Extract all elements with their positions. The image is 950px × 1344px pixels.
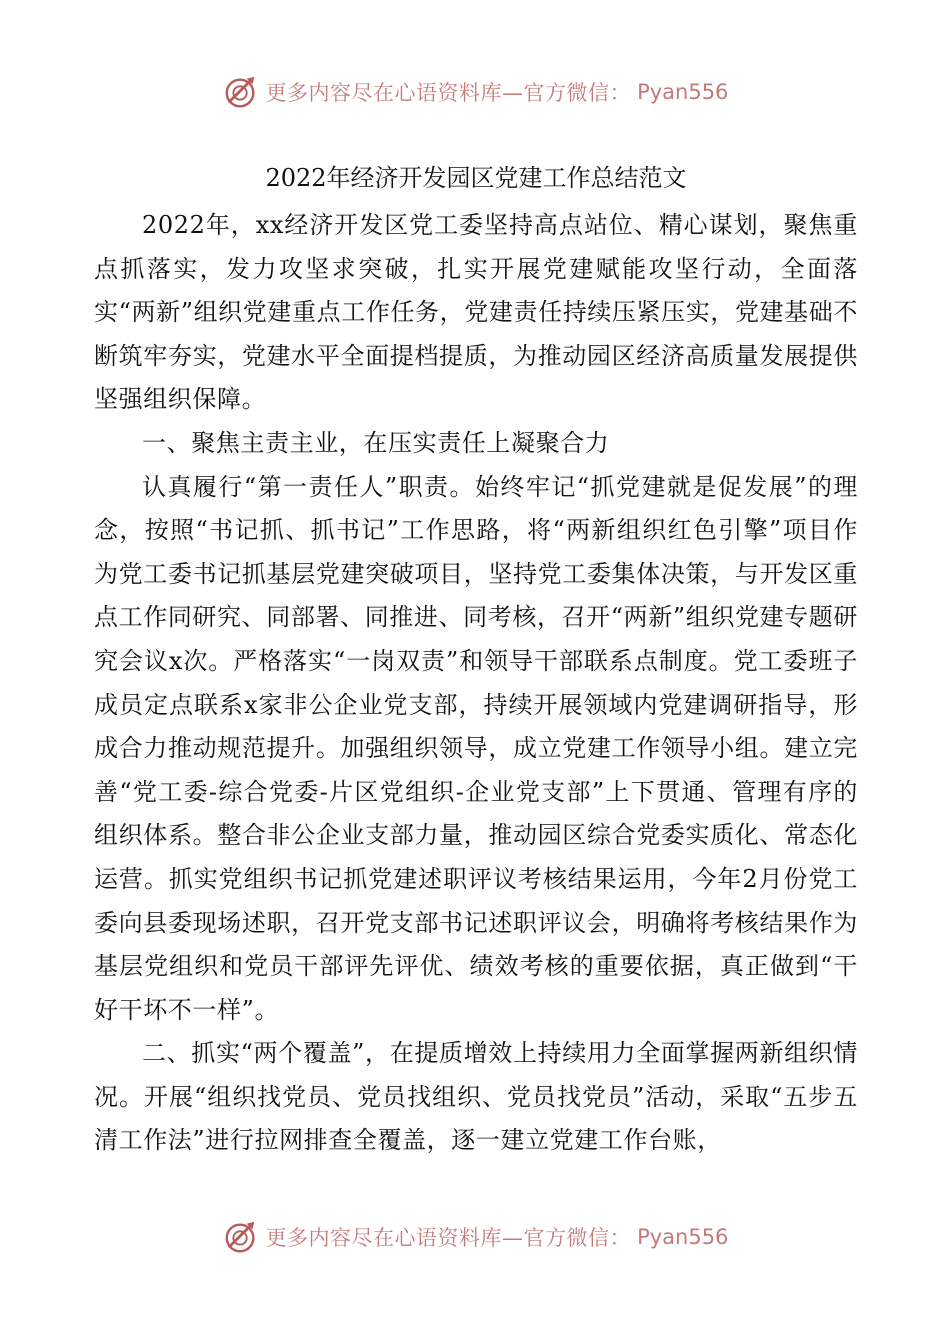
paragraph-section-2: 二、抓实“两个覆盖”，在提质增效上持续用力全面掌握两新组织情况。开展“组织找党员、党员找组织、党员找党员”活动，采取“五步五清工作法”进行拉网排查全覆盖，逐一建立党建工作台账，: [94, 1039, 858, 1155]
logo-icon: [222, 1218, 260, 1256]
document-body: [94, 156, 858, 1163]
header-watermark-banner: [0, 70, 950, 114]
banner-contact: Pyan556: [637, 80, 729, 104]
section-heading-1: 一、聚焦主责主业，在压实责任上凝聚合力: [142, 428, 610, 457]
paragraph-intro: 2022年，xx经济开发区党工委坚持高点站位、精心谋划，聚焦重点抓落实，发力攻坚求突破，扎实开展党建赋能攻坚行动，全面落实“两新”组织党建重点工作任务，党建责任持续压紧压实，党建基础不断筑牢夯实，党建水平全面提档提质，为推动园区经济高质量发展提供坚强组织保障。: [94, 211, 858, 414]
banner-contact: Pyan556: [637, 1225, 729, 1249]
document-title: 2022年经济开发园区党建工作总结范文: [265, 164, 687, 192]
footer-watermark-banner: [0, 1215, 950, 1259]
banner-text: 更多内容尽在心语资料库—官方微信：: [265, 1226, 632, 1250]
banner-text: 更多内容尽在心语资料库—官方微信：: [265, 81, 632, 105]
logo-icon: [222, 73, 260, 111]
paragraph-section-1: 认真履行“第一责任人”职责。始终牢记“抓党建就是促发展”的理念，按照“书记抓、抓书记”工作思路，将“两新组织红色引擎”项目作为党工委书记抓基层党建突破项目，坚持党工委集体决策，与开发区重点工作同研究、同部署、同推进、同考核，召开“两新”组织党建专题研究会议x次。严格落实“一岗双责”和领导干部联系点制度。党工委班子成员定点联系x家非公企业党支部，持续开展领域内党建调研指导，形成合力推动规范提升。加强组织领导，成立党建工作领导小组。建立完善“党工委-综合党委-片区党组织-企业党支部”上下贯通、管理有序的组织体系。整合非公企业支部力量，推动园区综合党委实质化、常态化运营。抓实党组织书记抓党建述职评议考核结果运用，今年2月份党工委向县委现场述职，召开党支部书记述职评议会，明确将考核结果作为基层党组织和党员干部评先评优、绩效考核的重要依据，真正做到“干好干坏不一样”。: [94, 472, 858, 1024]
